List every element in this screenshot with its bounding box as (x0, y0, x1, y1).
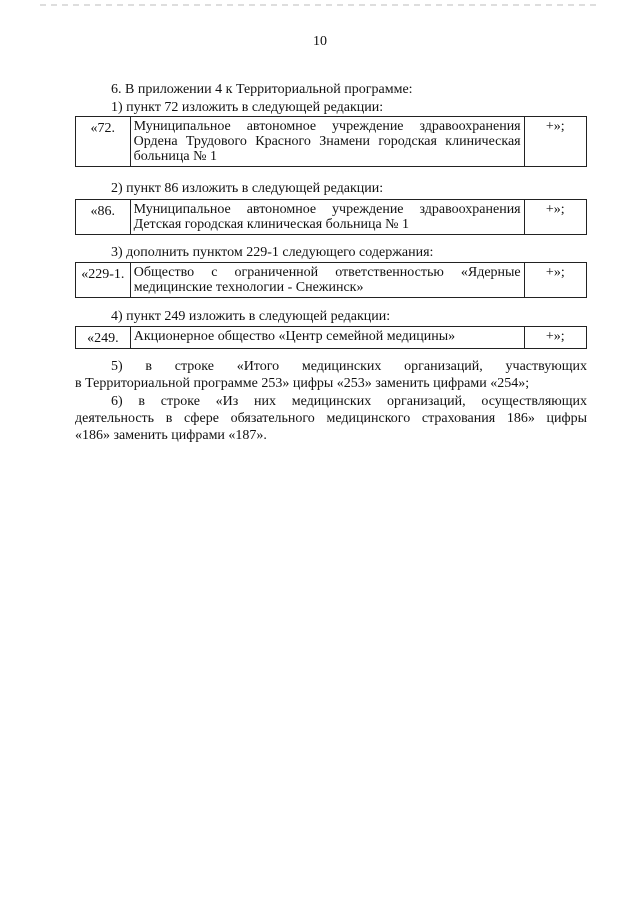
paragraph-5-line-2: в Территориальной программе 253» цифры «253» заменить цифрами «254»; (75, 376, 530, 391)
paragraph-6-line-3: «186» заменить цифрами «187». (75, 428, 267, 443)
table-row (76, 117, 587, 167)
item-2-text: Муниципальное автономное учреждение здравоохранения Детская городская клиническая больница № 1 (130, 200, 524, 235)
item-4-text: Акционерное общество «Центр семейной медицины» (130, 327, 524, 349)
item-3-table (75, 262, 587, 298)
table-row (76, 263, 587, 298)
page-number: 10 (313, 34, 327, 49)
paragraph-6-line-1: 6) в строке «Из них медицинских организаций, осуществляющих (111, 394, 587, 409)
item-2-sign: +»; (524, 200, 586, 235)
section-heading: 6. В приложении 4 к Территориальной программе: (111, 82, 413, 97)
paragraph-5-line-1: 5) в строке «Итого медицинских организаций, участвующих (111, 359, 587, 374)
paragraph-6 (75, 393, 587, 444)
item-1-sign: +»; (524, 117, 586, 167)
item-3-text: Общество с ограниченной ответственностью «Ядерные медицинские технологии - Снежинск» (130, 263, 524, 298)
item-1-text: Муниципальное автономное учреждение здравоохранения Ордена Трудового Красного Знамени городская клиническая больница № 1 (130, 117, 524, 167)
item-1-table (75, 116, 587, 167)
table-row (76, 200, 587, 235)
item-1-intro: 1) пункт 72 изложить в следующей редакции: (111, 100, 384, 115)
item-3-sign: +»; (524, 263, 586, 298)
item-2-intro: 2) пункт 86 изложить в следующей редакции: (111, 181, 384, 196)
item-4-table (75, 326, 587, 349)
item-1-number: «72. (76, 117, 131, 167)
item-4-number: «249. (76, 327, 131, 349)
item-3-number: «229-1. (76, 263, 131, 298)
item-3-intro: 3) дополнить пунктом 229-1 следующего содержания: (111, 245, 434, 260)
item-2-table (75, 199, 587, 235)
item-4-intro: 4) пункт 249 изложить в следующей редакции: (111, 309, 391, 324)
scan-artifact (40, 4, 600, 6)
item-2-number: «86. (76, 200, 131, 235)
item-4-sign: +»; (524, 327, 586, 349)
paragraph-6-line-2: деятельность в сфере обязательного медицинского страхования 186» цифры (75, 411, 587, 426)
paragraph-5 (75, 358, 587, 392)
table-row (76, 327, 587, 349)
